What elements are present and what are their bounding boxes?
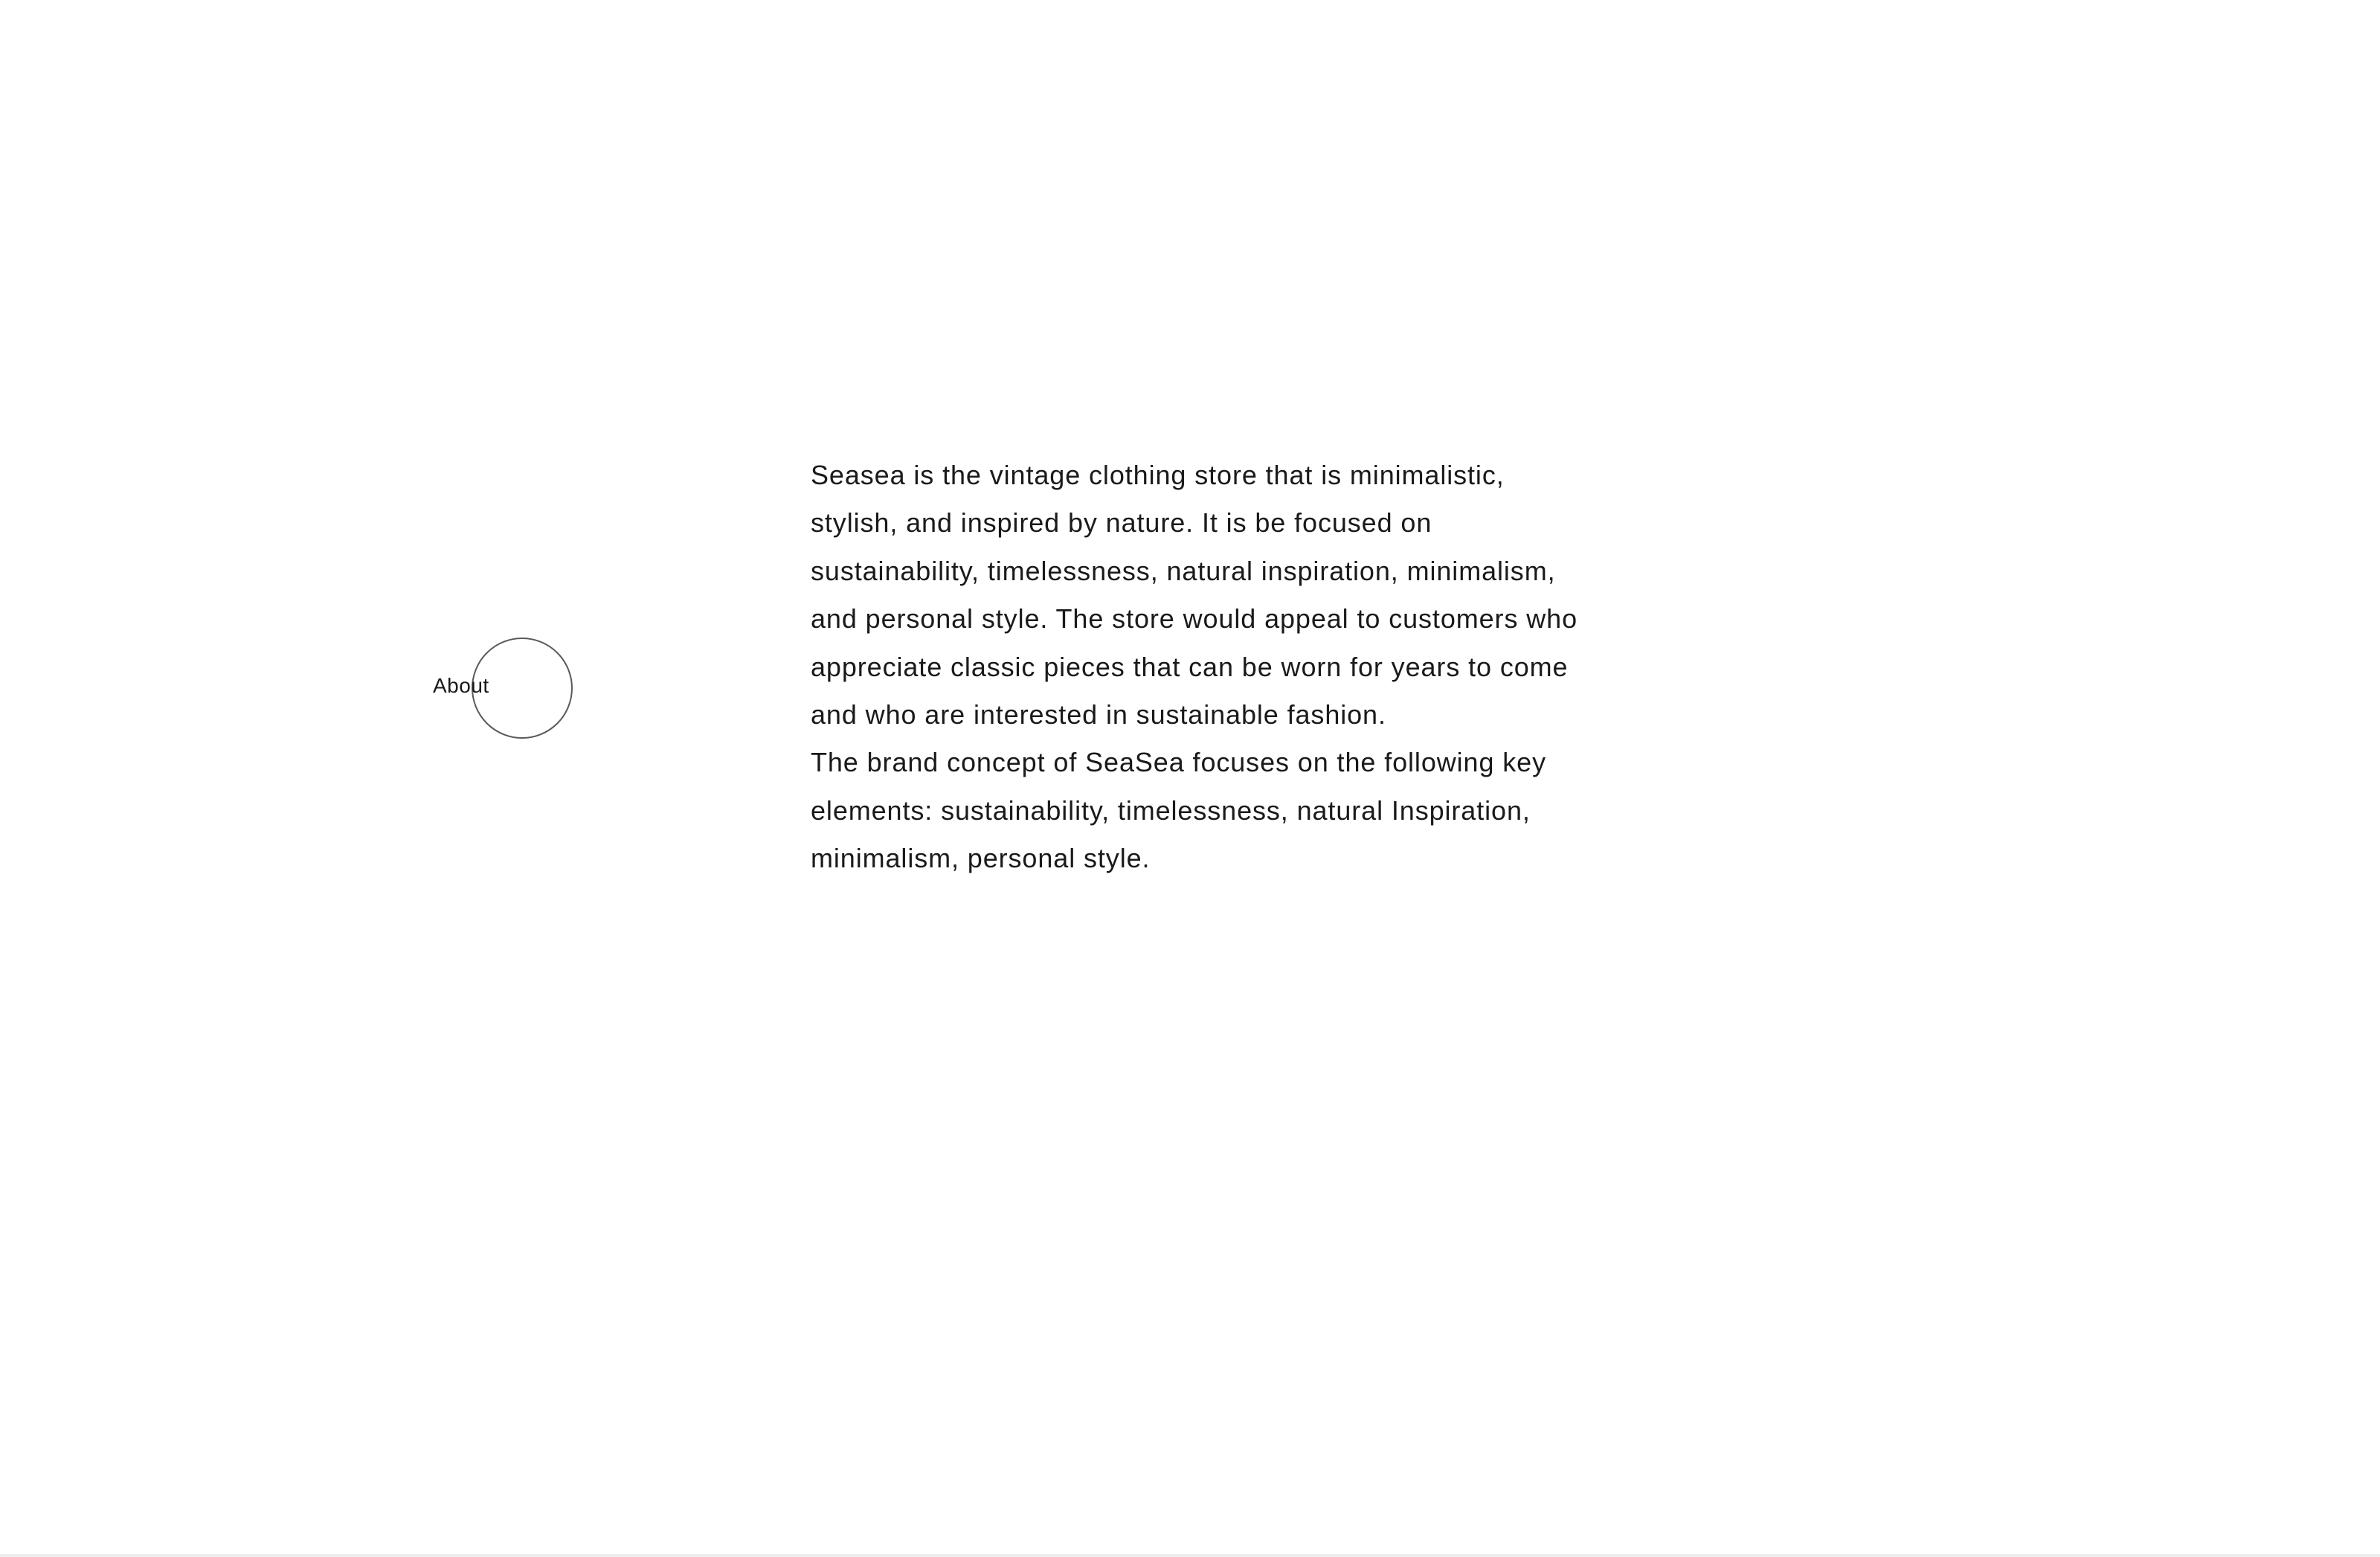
about-description	[811, 452, 1599, 883]
bottom-divider	[0, 1554, 2380, 1557]
about-paragraph-2: The brand concept of SeaSea focuses on the following key elements: sustainability, timelessness, natural Inspiration, minimalism, personal style.	[811, 747, 1547, 874]
about-paragraph-1: Seasea is the vintage clothing store that is minimalistic, stylish, and inspired by nature. It is be focused on sustainability, timelessness, natural inspiration, minimalism, and personal style. The store would appeal to customers who appreciate classic pieces that can be worn for years to come and who are interested in sustainable fashion.	[811, 460, 1577, 731]
about-nav-link[interactable]: About	[433, 674, 489, 697]
